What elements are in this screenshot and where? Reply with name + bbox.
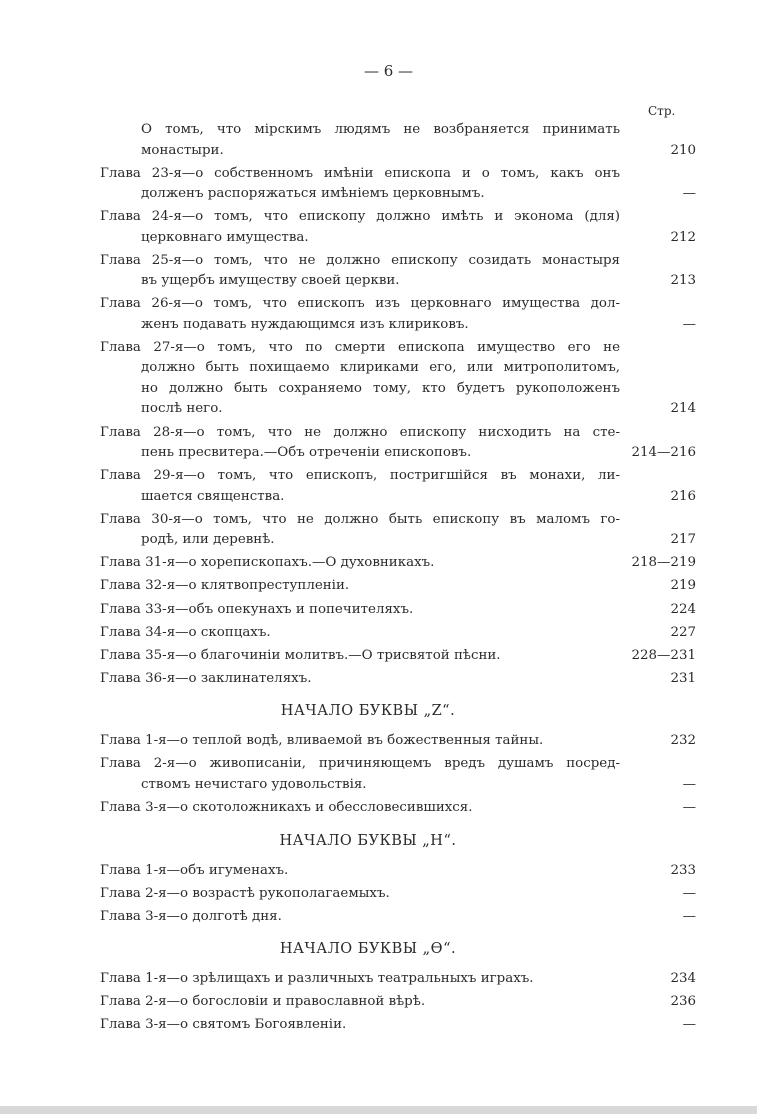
toc-entry bbox=[100, 338, 696, 420]
page-reference: — bbox=[682, 885, 696, 901]
page-reference: 232 bbox=[670, 733, 696, 749]
page-reference: 224 bbox=[670, 601, 696, 617]
entry-text: монастыри. bbox=[141, 142, 224, 158]
section-heading: НАЧАЛО БУКВЫ „Z“. bbox=[280, 703, 456, 720]
page-reference: 218—219 bbox=[631, 555, 696, 571]
entry-line bbox=[100, 669, 620, 690]
entry-text: Глава 2-я—о богословіи и православной вѣрѣ. bbox=[100, 994, 426, 1010]
toc-entry bbox=[100, 510, 696, 551]
entry-line: Глава 24-я—о томъ, что епископу должно имѣть и эконома (для) bbox=[100, 209, 620, 225]
dot-leader bbox=[234, 141, 620, 161]
page-reference: 217 bbox=[670, 532, 696, 548]
dot-leader bbox=[511, 646, 620, 666]
page-reference: — bbox=[682, 316, 696, 332]
dot-leader bbox=[294, 487, 620, 507]
entry-line: но должно быть сохраняемо тому, кто будетъ рукоположенъ bbox=[141, 380, 620, 396]
toc-entry bbox=[100, 423, 696, 464]
entry-line: Глава 25-я—о томъ, что не должно епископу созидать монастыря bbox=[100, 252, 620, 268]
dot-leader bbox=[356, 1015, 620, 1035]
toc-entry bbox=[100, 623, 696, 644]
entry-text: Глава 32-я—о клятвопреступленіи. bbox=[100, 578, 350, 594]
toc-entry bbox=[100, 164, 696, 205]
entry-line bbox=[100, 731, 620, 752]
entry-line: должно быть похищаемо клириками его, или митрополитомъ, bbox=[141, 360, 620, 376]
dot-leader bbox=[377, 775, 620, 795]
toc-entry bbox=[100, 120, 696, 161]
dot-leader bbox=[483, 798, 620, 818]
entry-line bbox=[100, 600, 620, 621]
dot-leader bbox=[359, 576, 620, 596]
page-reference: 231 bbox=[670, 670, 696, 686]
page-reference: 227 bbox=[670, 624, 696, 640]
toc-entry bbox=[100, 992, 696, 1013]
entry-text: Глава 2-я—о возрастѣ рукополагаемыхъ. bbox=[100, 885, 390, 901]
toc-entry bbox=[100, 969, 696, 990]
entry-text: родѣ, или деревнѣ. bbox=[141, 532, 275, 548]
entry-text: послѣ него. bbox=[141, 401, 223, 417]
entry-line bbox=[100, 992, 620, 1013]
entry-line: Глава 30-я—о томъ, что не должно быть епископу въ маломъ го- bbox=[100, 511, 620, 527]
entry-line: О томъ, что мірскимъ людямъ не возбраняется принимать bbox=[141, 122, 620, 137]
entry-line bbox=[100, 798, 620, 819]
entry-line bbox=[100, 775, 620, 796]
entry-text: Глава 34-я—о скопцахъ. bbox=[100, 624, 271, 640]
entry-text: долженъ распоряжаться имѣніемъ церковнымъ. bbox=[141, 186, 485, 202]
toc-entry bbox=[100, 294, 696, 335]
section-heading: НАЧАЛО БУКВЫ „Н“. bbox=[279, 832, 457, 849]
entry-line bbox=[100, 576, 620, 597]
page-reference: 219 bbox=[670, 578, 696, 594]
page-reference: 233 bbox=[670, 862, 696, 878]
entry-text: шается священства. bbox=[141, 488, 285, 504]
page-reference: — bbox=[682, 186, 696, 202]
entry-line bbox=[100, 623, 620, 644]
entry-line: Глава 26-я—о томъ, что епископъ изъ церковнаго имущества дол- bbox=[100, 296, 620, 312]
entry-line bbox=[100, 969, 620, 990]
dot-leader bbox=[233, 399, 620, 419]
page-column-label: Стр. bbox=[648, 104, 676, 118]
toc-entry bbox=[100, 861, 696, 882]
toc-entry bbox=[100, 884, 696, 905]
toc-entry bbox=[100, 600, 696, 621]
toc-entry bbox=[100, 251, 696, 292]
page-reference: 234 bbox=[670, 971, 696, 987]
entry-line bbox=[100, 1015, 620, 1036]
entry-text: Глава 1-я—о зрѣлищахъ и различныхъ театральныхъ играхъ. bbox=[100, 971, 534, 987]
entry-line bbox=[100, 184, 620, 205]
toc-entry bbox=[100, 1015, 696, 1036]
dot-leader bbox=[410, 271, 620, 291]
page-reference: — bbox=[682, 776, 696, 792]
dot-leader bbox=[298, 861, 620, 881]
toc-entry bbox=[100, 466, 696, 507]
entry-text: пень пресвитера.—Объ отреченіи епископовъ. bbox=[141, 445, 472, 461]
toc-entry bbox=[100, 646, 696, 667]
dot-leader bbox=[281, 623, 620, 643]
entry-line bbox=[100, 907, 620, 928]
entry-line bbox=[100, 228, 620, 249]
entry-text: Глава 1-я—объ игуменахъ. bbox=[100, 862, 289, 878]
toc-entry bbox=[100, 669, 696, 690]
section-heading: НАЧАЛО БУКВЫ „Ѳ“. bbox=[279, 941, 457, 958]
entry-line bbox=[100, 646, 620, 667]
entry-text: Глава 3-я—о скотоложникахъ и обессловесившихся. bbox=[100, 800, 473, 815]
page-reference: 216 bbox=[670, 488, 696, 504]
page-number: — 6 — bbox=[363, 62, 414, 80]
page-reference: 236 bbox=[670, 994, 696, 1010]
toc-entry bbox=[100, 576, 696, 597]
toc-entry bbox=[100, 754, 696, 795]
entry-text: женъ подавать нуждающимся изъ клириковъ. bbox=[141, 316, 469, 332]
toc-entry bbox=[100, 907, 696, 928]
dot-leader bbox=[400, 884, 620, 904]
entry-line bbox=[100, 315, 620, 336]
entry-line bbox=[100, 884, 620, 905]
dot-leader bbox=[444, 553, 620, 573]
dot-leader bbox=[321, 669, 620, 689]
entry-line bbox=[100, 141, 620, 162]
dot-leader bbox=[292, 907, 620, 927]
entry-line bbox=[100, 399, 620, 420]
entry-text: Глава 36-я—о заклинателяхъ. bbox=[100, 670, 312, 686]
page-reference: 213 bbox=[670, 273, 696, 289]
dot-leader bbox=[481, 443, 620, 463]
entry-text: Глава 1-я—о теплой водѣ, вливаемой въ божественныя тайны. bbox=[100, 733, 544, 749]
dot-leader bbox=[423, 600, 620, 620]
page-reference: 214—216 bbox=[631, 445, 696, 461]
entry-line bbox=[100, 553, 620, 574]
entry-line bbox=[100, 530, 620, 551]
page-reference: — bbox=[682, 800, 696, 815]
entry-line: Глава 29-я—о томъ, что епископъ, постригшійся въ монахи, ли- bbox=[100, 468, 620, 484]
toc-entry bbox=[100, 553, 696, 574]
page-reference: 210 bbox=[670, 142, 696, 158]
page-reference: 228—231 bbox=[631, 647, 696, 663]
entry-line bbox=[100, 487, 620, 508]
entry-line: Глава 27-я—о томъ, что по смерти епископа имущество его не bbox=[100, 339, 620, 355]
dot-leader bbox=[553, 731, 620, 751]
dot-leader bbox=[544, 969, 620, 989]
table-of-contents bbox=[100, 120, 696, 1038]
entry-line bbox=[100, 443, 620, 464]
toc-entry bbox=[100, 798, 696, 819]
entry-text: Глава 33-я—объ опекунахъ и попечителяхъ. bbox=[100, 601, 414, 617]
entry-line bbox=[100, 861, 620, 882]
toc-entry bbox=[100, 731, 696, 752]
page-reference: — bbox=[682, 1017, 696, 1033]
entry-line: Глава 28-я—о томъ, что не должно епископу нисходить на сте- bbox=[100, 424, 620, 440]
toc-entry bbox=[100, 207, 696, 248]
entry-text: ствомъ нечистаго удовольствія. bbox=[141, 776, 367, 792]
page-reference: — bbox=[682, 908, 696, 924]
dot-leader bbox=[495, 184, 620, 204]
entry-text: въ ущербъ имуществу своей церкви. bbox=[141, 273, 400, 289]
dot-leader bbox=[319, 228, 620, 248]
page-reference: 212 bbox=[670, 229, 696, 245]
entry-text: Глава 3-я—о долготѣ дня. bbox=[100, 908, 282, 924]
dot-leader bbox=[479, 315, 620, 335]
entry-text: Глава 31-я—о хорепископахъ.—О духовникахъ. bbox=[100, 555, 435, 571]
entry-text: церковнаго имущества. bbox=[141, 229, 309, 245]
dot-leader bbox=[285, 530, 620, 550]
page-reference: 214 bbox=[670, 401, 696, 417]
entry-line bbox=[100, 271, 620, 292]
entry-line: Глава 2-я—о живописаніи, причиняющемъ вредъ душамъ посред- bbox=[100, 756, 620, 772]
bottom-scan-edge bbox=[0, 1106, 757, 1114]
entry-text: Глава 35-я—о благочиніи молитвъ.—О трисвятой пѣсни. bbox=[100, 647, 501, 663]
dot-leader bbox=[435, 992, 620, 1012]
entry-text: Глава 3-я—о святомъ Богоявленіи. bbox=[100, 1017, 347, 1033]
entry-line: Глава 23-я—о собственномъ имѣніи епископа и о томъ, какъ онъ bbox=[100, 165, 620, 181]
